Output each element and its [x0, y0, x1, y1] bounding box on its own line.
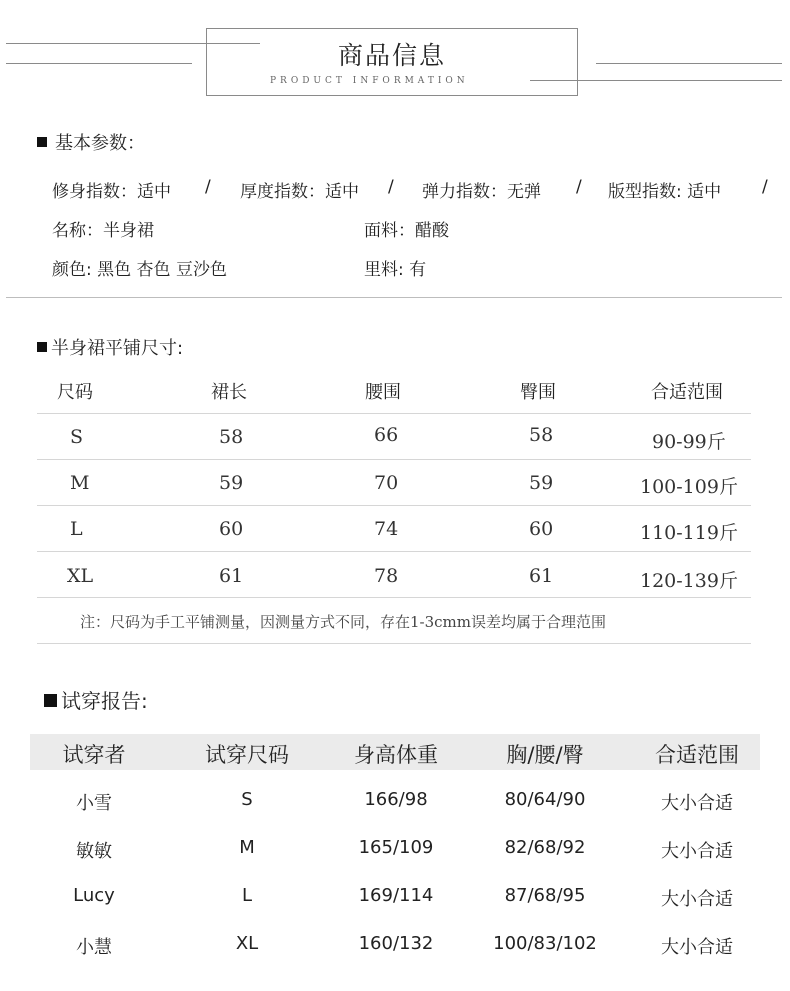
- size-table-heading: [37, 334, 183, 360]
- try-cell: S: [241, 789, 253, 810]
- size-cell: 61: [219, 565, 244, 587]
- param-separator: /: [388, 177, 394, 197]
- size-cell: 120-139斤: [640, 570, 738, 592]
- try-cell: Lucy: [73, 885, 115, 906]
- size-cell: 90-99斤: [652, 431, 726, 453]
- basic-params-title: 基本参数：: [55, 133, 145, 154]
- try-header-tester: 试穿者: [62, 743, 126, 767]
- bullet-square-icon: [44, 694, 57, 707]
- size-cell: 59: [219, 472, 244, 494]
- size-cell: 58: [529, 424, 554, 446]
- param-separator: /: [762, 177, 768, 197]
- size-header-length: 裙长: [211, 382, 247, 403]
- try-report-heading: [44, 685, 148, 714]
- table-row-divider: [37, 597, 751, 598]
- try-header-height-weight: 身高体重: [354, 743, 438, 767]
- size-cell: 74: [374, 518, 399, 540]
- try-cell: 165/109: [358, 837, 434, 858]
- header-line-right-top: [596, 63, 782, 64]
- param-fit: 修身指数：适中: [52, 182, 171, 202]
- size-cell: 60: [219, 518, 244, 540]
- size-header-waist: 腰围: [365, 382, 401, 403]
- param-lining: 里料: 有: [364, 260, 427, 280]
- size-cell: 70: [374, 472, 399, 494]
- size-header-size: 尺码: [57, 382, 93, 403]
- size-cell: 58: [219, 426, 244, 448]
- try-cell: 大小合适: [661, 937, 733, 958]
- try-cell: 100/83/102: [493, 933, 597, 954]
- param-cut: 版型指数: 适中: [608, 182, 722, 202]
- size-cell: 60: [529, 518, 554, 540]
- size-cell: S: [70, 426, 84, 448]
- try-header-size: 试穿尺码: [205, 743, 289, 767]
- try-cell: 敏敏: [76, 841, 112, 862]
- try-cell: L: [241, 885, 253, 906]
- bullet-square-icon: [37, 342, 47, 352]
- try-cell: 166/98: [364, 789, 428, 810]
- header-line-left-bottom: [6, 63, 192, 64]
- try-cell: 小雪: [76, 793, 112, 814]
- size-cell: 66: [374, 424, 399, 446]
- size-header-range: 合适范围: [651, 382, 723, 403]
- try-cell: 160/132: [358, 933, 434, 954]
- size-cell: M: [70, 472, 90, 494]
- size-table-title: 半身裙平铺尺寸:: [51, 338, 184, 359]
- section-divider: [6, 297, 782, 298]
- param-elasticity: 弹力指数：无弹: [422, 182, 541, 202]
- param-thickness: 厚度指数：适中: [240, 182, 359, 202]
- param-separator: /: [576, 177, 582, 197]
- try-report-title: 试穿报告:: [61, 689, 148, 713]
- try-cell: 大小合适: [661, 841, 733, 862]
- page-subtitle: PRODUCT INFORMATION: [270, 76, 469, 86]
- param-name: 名称：半身裙: [52, 221, 154, 241]
- param-fabric: 面料：醋酸: [364, 221, 449, 241]
- try-header-measurements: 胸/腰/臀: [506, 743, 584, 767]
- basic-params-heading: [37, 129, 145, 155]
- size-cell: 59: [529, 472, 554, 494]
- try-cell: 82/68/92: [504, 837, 586, 858]
- try-cell: 大小合适: [661, 889, 733, 910]
- try-cell: 小慧: [76, 937, 112, 958]
- try-header-fit: 合适范围: [655, 743, 739, 767]
- table-row-divider: [37, 413, 751, 414]
- try-cell: 80/64/90: [504, 789, 586, 810]
- param-separator: /: [205, 177, 211, 197]
- size-cell: 78: [374, 565, 399, 587]
- try-cell: XL: [235, 933, 259, 954]
- try-cell: 169/114: [358, 885, 434, 906]
- try-cell: 87/68/95: [504, 885, 586, 906]
- table-row-divider: [37, 505, 751, 506]
- try-cell: 大小合适: [661, 793, 733, 814]
- size-header-hip: 臀围: [520, 382, 556, 403]
- table-row-divider: [37, 643, 751, 644]
- try-cell: M: [239, 837, 255, 858]
- page-title: 商品信息: [337, 41, 446, 70]
- table-row-divider: [37, 551, 751, 552]
- size-note: 注：尺码为手工平铺测量，因测量方式不同，存在1-3cmm误差均属于合理范围: [80, 613, 607, 631]
- bullet-square-icon: [37, 137, 47, 147]
- param-color: 颜色: 黑色 杏色 豆沙色: [52, 260, 227, 280]
- size-cell: L: [70, 518, 83, 540]
- table-row-divider: [37, 459, 751, 460]
- size-cell: 100-109斤: [640, 476, 738, 498]
- size-cell: XL: [67, 565, 94, 587]
- size-cell: 61: [529, 565, 554, 587]
- size-cell: 110-119斤: [640, 522, 738, 544]
